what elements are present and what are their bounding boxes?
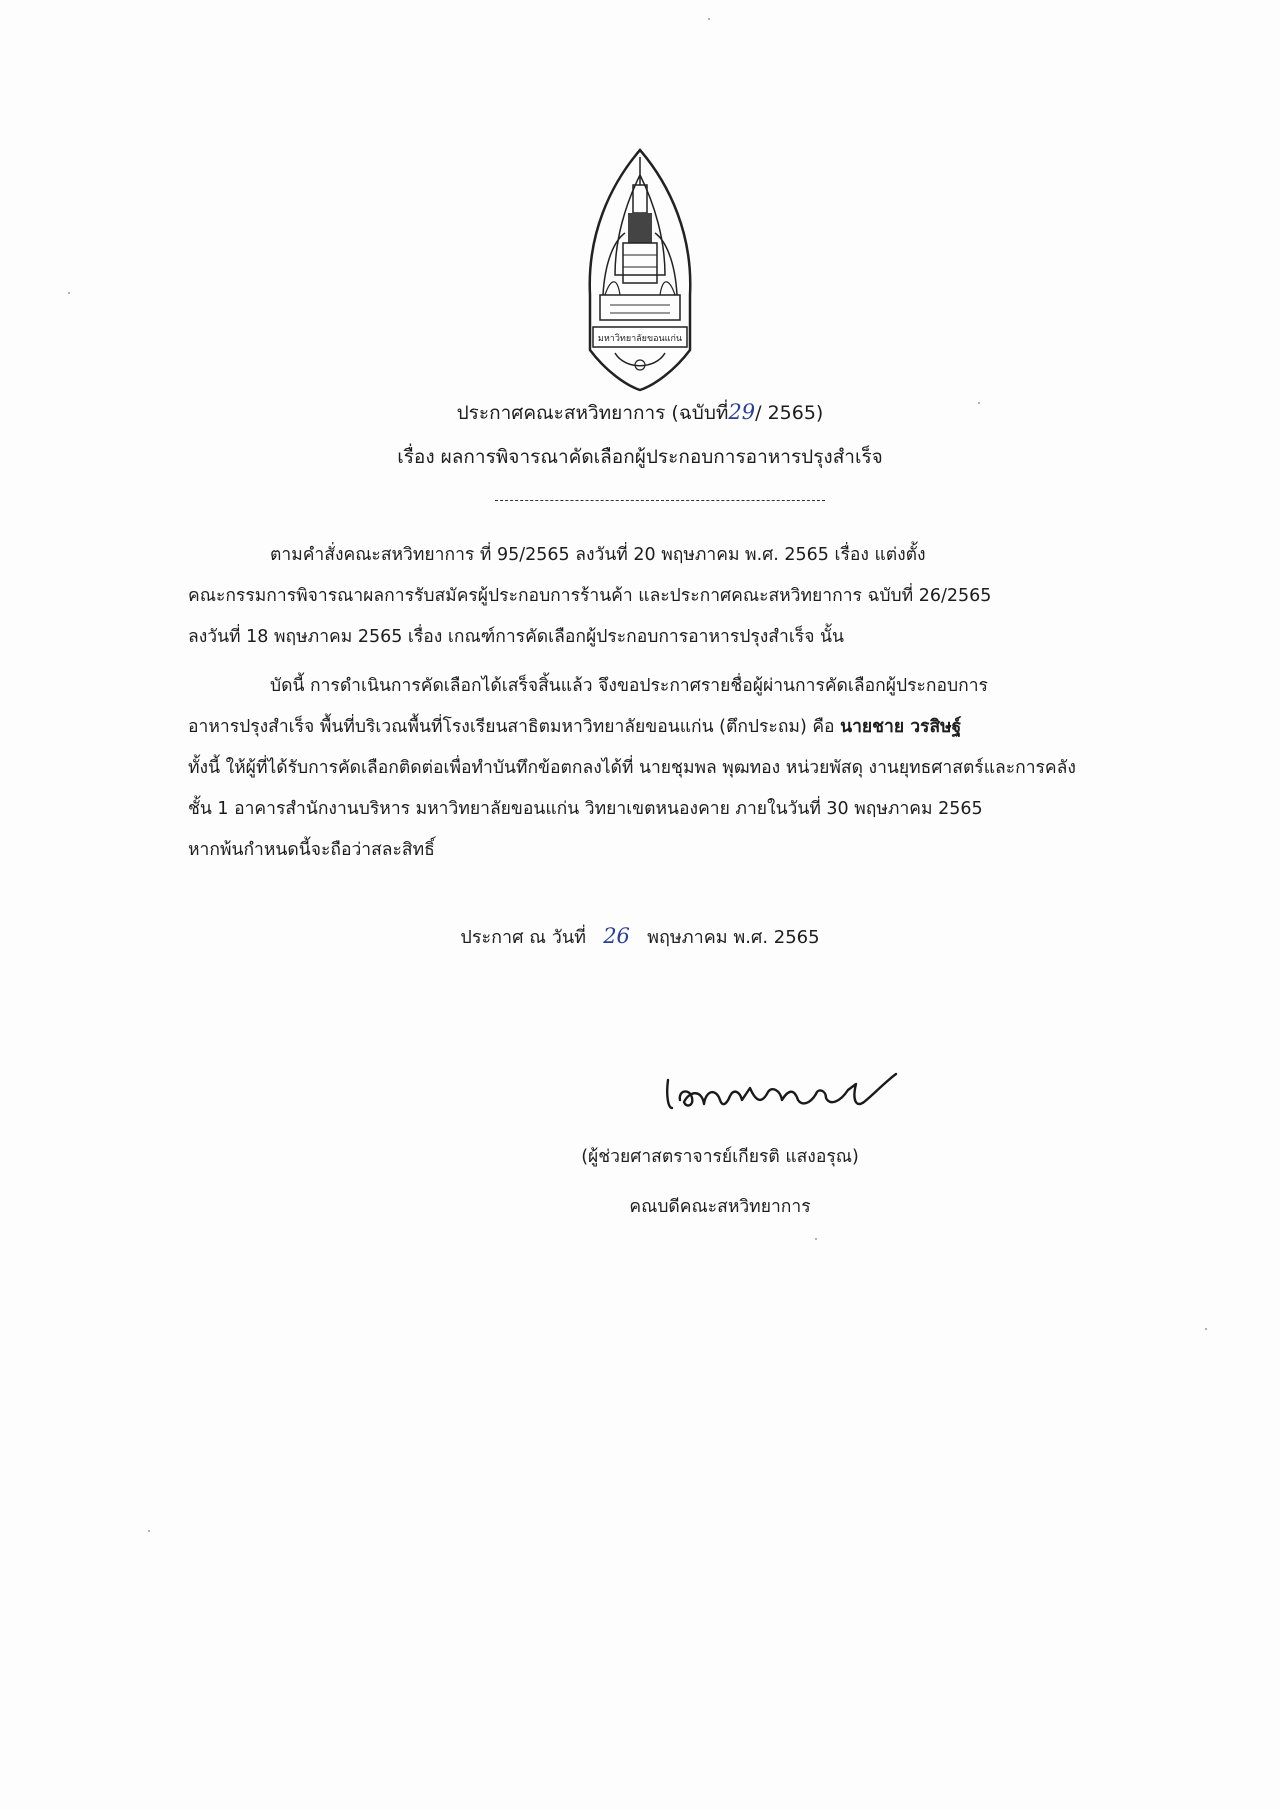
- heading-divider: [495, 500, 825, 501]
- announce-prefix: ประกาศ ณ วันที่: [460, 927, 587, 948]
- scan-speck: [978, 402, 980, 404]
- scan-speck: [708, 18, 710, 20]
- paragraph-2-line-4: ชั้น 1 อาคารสำนักงานบริหาร มหาวิทยาลัยขอนแก่น วิทยาเขตหนองคาย ภายในวันที่ 30 พฤษภาคม 2565: [188, 799, 983, 819]
- title-suffix: / 2565): [755, 402, 824, 424]
- paragraph-2-line-2: [188, 707, 1148, 748]
- paragraph-2: [188, 666, 1148, 871]
- announce-suffix: พฤษภาคม พ.ศ. 2565: [647, 927, 820, 948]
- seal-banner-text: มหาวิทยาลัยขอนแก่น: [597, 334, 683, 344]
- title-prefix: ประกาศคณะสหวิทยาการ (ฉบับที่: [456, 402, 729, 424]
- scan-speck: [148, 1530, 150, 1532]
- announcement-date: [0, 922, 1280, 951]
- paragraph-1-line-1: ตามคำสั่งคณะสหวิทยาการ ที่ 95/2565 ลงวันที่ 20 พฤษภาคม พ.ศ. 2565 เรื่อง แต่งตั้ง: [270, 545, 926, 565]
- signer-position: คณบดีคณะสหวิทยาการ: [629, 1197, 811, 1217]
- announcement-title: [0, 398, 1280, 428]
- university-seal: [585, 145, 695, 395]
- paragraph-1-line-2: คณะกรรมการพิจารณาผลการรับสมัครผู้ประกอบการร้านค้า และประกาศคณะสหวิทยาการ ฉบับที่ 26/2565: [188, 586, 992, 606]
- signature-scribble-icon: [660, 1060, 900, 1120]
- selected-vendor-name: นายชาย วรสิษฐ์: [840, 717, 962, 737]
- paragraph-2-line-5: หากพ้นกำหนดนี้จะถือว่าสละสิทธิ์: [188, 840, 435, 860]
- paragraph-1-line-3: ลงวันที่ 18 พฤษภาคม 2565 เรื่อง เกณฑ์การคัดเลือกผู้ประกอบการอาหารปรุงสำเร็จ นั้น: [188, 627, 844, 647]
- announcement-subject: เรื่อง ผลการพิจารณาคัดเลือกผู้ประกอบการอาหารปรุงสำเร็จ: [397, 446, 883, 468]
- scan-speck: [68, 292, 70, 294]
- paragraph-2-line-3: ทั้งนี้ ให้ผู้ที่ได้รับการคัดเลือกติดต่อเพื่อทำบันทึกข้อตกลงได้ที่ นายชุมพล พุฒทอง หน่วยพัสดุ งานยุทธศาสตร์และการคลัง: [188, 758, 1076, 778]
- signature: [660, 1060, 900, 1120]
- paragraph-2-line-1: บัดนี้ การดำเนินการคัดเลือกได้เสร็จสิ้นแล้ว จึงขอประกาศรายชื่อผู้ผ่านการคัดเลือกผู้ประกอบการ: [270, 676, 988, 696]
- scan-speck: [815, 1238, 817, 1240]
- seal-emblem-icon: [585, 145, 695, 395]
- signer-name: (ผู้ช่วยศาสตราจารย์เกียรติ แสงอรุณ): [581, 1147, 859, 1167]
- handwritten-day: 26: [603, 924, 630, 948]
- paragraph-1: [188, 535, 1148, 658]
- handwritten-announcement-number: 29: [728, 400, 756, 424]
- paragraph-2-line-2-text: อาหารปรุงสำเร็จ พื้นที่บริเวณพื้นที่โรงเรียนสาธิตมหาวิทยาลัยขอนแก่น (ตึกประถม) คือ: [188, 717, 841, 737]
- scan-speck: [1205, 1328, 1207, 1330]
